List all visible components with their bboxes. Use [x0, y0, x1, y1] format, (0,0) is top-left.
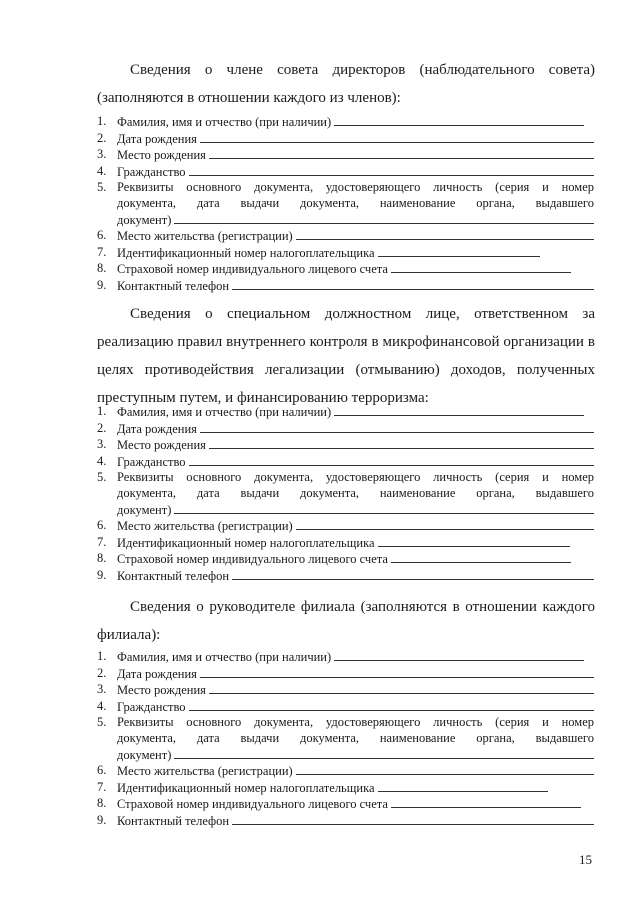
field-item: 1. Фамилия, имя и отчество (при наличии) [97, 114, 594, 131]
field-list-board-member [97, 114, 594, 295]
field-item: 4. Гражданство [97, 699, 594, 716]
field-item: 6. Место жительства (регистрации) [97, 518, 594, 535]
field-item: 1. Фамилия, имя и отчество (при наличии) [97, 649, 594, 666]
field-item: 7. Идентификационный номер налогоплательщика [97, 245, 594, 262]
field-item: 5. Реквизиты основного документа, удостоверяющего личность (серия и номер документа, дата выдачи документа, наименование органа, выдавшего документ) [97, 715, 594, 762]
fill-line[interactable] [174, 212, 594, 224]
fill-line[interactable] [391, 796, 581, 808]
fill-line[interactable] [378, 535, 570, 547]
fill-line[interactable] [200, 666, 594, 678]
field-item: 8. Страховой номер индивидуального лицевого счета [97, 551, 594, 568]
section-heading-special-officer: Сведения о специальном должностном лице, ответственном за реализацию правил внутреннего контроля в микрофинансовой организации в целях противодействия легализации (отмыванию) доходов, полученных преступным путем, и финансированию терроризма: [97, 306, 595, 406]
fill-line[interactable] [232, 568, 594, 580]
fill-line[interactable] [189, 164, 594, 176]
field-item: 3. Место рождения [97, 147, 594, 164]
field-list-special-officer [97, 404, 594, 585]
fill-line[interactable] [296, 228, 594, 240]
fill-line[interactable] [334, 114, 584, 126]
page-number: 15 [579, 852, 592, 867]
fill-line[interactable] [174, 502, 594, 514]
field-item: 4. Гражданство [97, 164, 594, 181]
field-item: 9. Контактный телефон [97, 568, 594, 585]
field-item: 7. Идентификационный номер налогоплательщика [97, 780, 594, 797]
fill-line[interactable] [334, 649, 584, 661]
field-item: 4. Гражданство [97, 454, 594, 471]
field-item: 8. Страховой номер индивидуального лицевого счета [97, 796, 594, 813]
field-item: 9. Контактный телефон [97, 813, 594, 830]
field-item: 5. Реквизиты основного документа, удостоверяющего личность (серия и номер документа, дата выдачи документа, наименование органа, выдавшего документ) [97, 180, 594, 227]
field-item: 3. Место рождения [97, 682, 594, 699]
field-list-branch-head [97, 649, 594, 830]
field-item: 5. Реквизиты основного документа, удостоверяющего личность (серия и номер документа, дата выдачи документа, наименование органа, выдавшего документ) [97, 470, 594, 517]
fill-line[interactable] [189, 699, 594, 711]
fill-line[interactable] [296, 763, 594, 775]
fill-line[interactable] [200, 131, 594, 143]
field-item: 8. Страховой номер индивидуального лицевого счета [97, 261, 594, 278]
fill-line[interactable] [232, 813, 594, 825]
fill-line[interactable] [391, 551, 571, 563]
fill-line[interactable] [209, 437, 594, 449]
field-item: 6. Место жительства (регистрации) [97, 763, 594, 780]
section-heading-branch-head: Сведения о руководителе филиала (заполняются в отношении каждого филиала): [97, 599, 595, 643]
fill-line[interactable] [200, 421, 594, 433]
fill-line[interactable] [391, 261, 571, 273]
field-item: 1. Фамилия, имя и отчество (при наличии) [97, 404, 594, 421]
field-item: 2. Дата рождения [97, 666, 594, 683]
fill-line[interactable] [378, 780, 548, 792]
fill-line[interactable] [189, 454, 594, 466]
field-item: 2. Дата рождения [97, 421, 594, 438]
field-item: 3. Место рождения [97, 437, 594, 454]
field-item: 6. Место жительства (регистрации) [97, 228, 594, 245]
fill-line[interactable] [209, 147, 594, 159]
fill-line[interactable] [232, 278, 594, 290]
section-heading-board-member: Сведения о члене совета директоров (наблюдательного совета) (заполняются в отношении каждого из членов): [97, 62, 595, 106]
field-item: 2. Дата рождения [97, 131, 594, 148]
fill-line[interactable] [334, 404, 584, 416]
fill-line[interactable] [378, 245, 540, 257]
fill-line[interactable] [296, 518, 594, 530]
fill-line[interactable] [174, 747, 594, 759]
field-item: 7. Идентификационный номер налогоплательщика [97, 535, 594, 552]
field-item: 9. Контактный телефон [97, 278, 594, 295]
fill-line[interactable] [209, 682, 594, 694]
